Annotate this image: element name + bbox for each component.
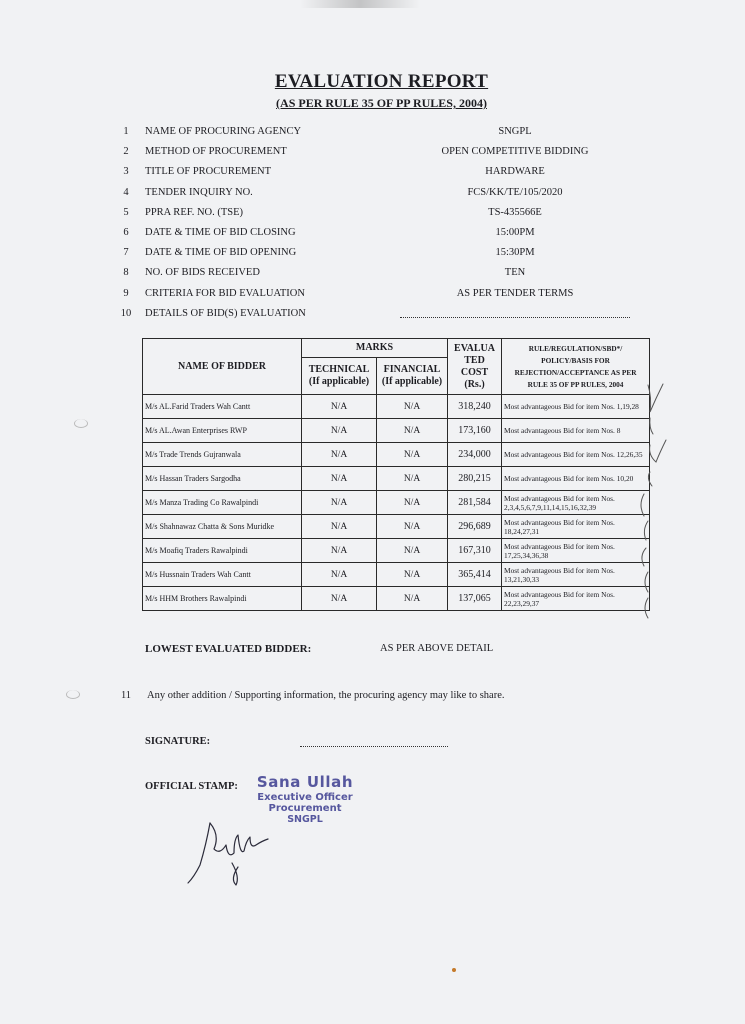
- header-technical: [302, 358, 377, 395]
- checkmark-icon: [644, 521, 648, 540]
- official-stamp-label: OFFICIAL STAMP:: [145, 781, 238, 792]
- rule-basis: Most advantageous Bid for item Nos. 18,24,27,31: [502, 515, 650, 539]
- header-evaluated-cost: [448, 339, 502, 395]
- header-rule-line: RULE 35 OF PP RULES, 2004: [527, 379, 624, 389]
- bid-evaluation-table: [142, 338, 650, 611]
- info-number: 8: [123, 267, 129, 279]
- report-title: EVALUATION REPORT: [274, 71, 489, 92]
- info-value: TS-435566E: [488, 206, 542, 218]
- rule-basis: Most advantageous Bid for item Nos. 8: [502, 419, 650, 443]
- rule-basis: Most advantageous Bid for item Nos. 17,25,34,36,38: [502, 539, 650, 563]
- table-row: [143, 587, 650, 611]
- table-row: [143, 395, 650, 419]
- info-label: PPRA REF. NO. (TSE): [145, 206, 244, 218]
- info-label: NAME OF PROCURING AGENCY: [145, 126, 302, 137]
- financial-marks: N/A: [377, 395, 448, 419]
- header-cost-line: (Rs.): [464, 378, 485, 390]
- info-label: TENDER INQUIRY NO.: [145, 186, 253, 198]
- report-subtitle: (AS PER RULE 35 OF PP RULES, 2004): [276, 96, 487, 110]
- info-label: DETAILS OF BID(S) EVALUATION: [145, 307, 306, 319]
- info-number: 9: [123, 287, 129, 299]
- info-label: DATE & TIME OF BID OPENING: [145, 247, 297, 259]
- rule-basis: Most advantageous Bid for item Nos. 1,19,28: [502, 395, 650, 419]
- lowest-bidder-label: LOWEST EVALUATED BIDDER:: [145, 643, 312, 655]
- table-row: [143, 563, 650, 587]
- info-value: OPEN COMPETITIVE BIDDING: [441, 146, 589, 158]
- info-value-dotted-line: [400, 308, 630, 318]
- info-number: 2: [123, 146, 129, 158]
- checkmark-icon: [645, 572, 648, 592]
- table-row: [143, 443, 650, 467]
- rule-basis: Most advantageous Bid for item Nos. 2,3,4,5,6,7,9,11,14,15,16,32,39: [502, 491, 650, 515]
- info-value: TEN: [504, 267, 526, 279]
- technical-marks: N/A: [302, 443, 377, 467]
- financial-marks: N/A: [377, 419, 448, 443]
- scan-speck: [74, 419, 88, 428]
- evaluated-cost: 173,160: [448, 419, 502, 443]
- info-number: 4: [123, 186, 129, 198]
- header-rule-line: RULE/REGULATION/SBD*/: [528, 343, 623, 353]
- bidder-name: M/s AL.Farid Traders Wah Cantt: [143, 395, 302, 419]
- info-value: 15:30PM: [495, 247, 535, 259]
- evaluated-cost: 281,584: [448, 491, 502, 515]
- info-value: SNGPL: [498, 126, 532, 137]
- evaluated-cost: 234,000: [448, 443, 502, 467]
- financial-marks: N/A: [377, 587, 448, 611]
- item-11-text: Any other addition / Supporting information, the procuring agency may like to share.: [147, 690, 505, 701]
- header-marks: MARKS: [302, 339, 448, 358]
- financial-marks: N/A: [377, 491, 448, 515]
- signature-label: SIGNATURE:: [145, 736, 211, 747]
- checkmark-icon: [650, 440, 666, 462]
- table-row: [143, 539, 650, 563]
- info-number: 7: [123, 247, 129, 259]
- rule-basis: Most advantageous Bid for item Nos. 12,26,35: [502, 443, 650, 467]
- handwritten-signature: [180, 815, 290, 890]
- info-value: AS PER TENDER TERMS: [456, 287, 574, 299]
- bidder-name: M/s Shahnawaz Chatta & Sons Muridke: [143, 515, 302, 539]
- financial-marks: N/A: [377, 515, 448, 539]
- financial-marks: N/A: [377, 443, 448, 467]
- info-value: 15:00PM: [495, 226, 535, 238]
- header-bidder-name: NAME OF BIDDER: [143, 339, 302, 395]
- checkmark-icon: [642, 548, 646, 566]
- bidder-name: M/s Trade Trends Gujranwala: [143, 443, 302, 467]
- evaluated-cost: 137,065: [448, 587, 502, 611]
- info-label: DATE & TIME OF BID CLOSING: [145, 226, 296, 238]
- technical-marks: N/A: [302, 587, 377, 611]
- info-number: 6: [123, 226, 129, 238]
- checkmark-icon: [645, 598, 648, 618]
- technical-marks: N/A: [302, 539, 377, 563]
- table-row: [143, 419, 650, 443]
- technical-marks: N/A: [302, 563, 377, 587]
- stamp-title: Executive Officer Procurement: [257, 792, 353, 814]
- info-label: METHOD OF PROCUREMENT: [145, 146, 287, 158]
- bidder-name: M/s Hussnain Traders Wah Cantt: [143, 563, 302, 587]
- header-cost-line: COST: [460, 366, 489, 378]
- item-11-number: 11: [120, 690, 132, 701]
- header-rule-line: POLICY/BASIS FOR: [541, 355, 610, 365]
- scan-speck: [452, 968, 456, 972]
- evaluated-cost: 296,689: [448, 515, 502, 539]
- info-number: 5: [123, 206, 129, 218]
- info-number: 10: [120, 307, 132, 319]
- header-financial-label: FINANCIAL: [383, 364, 441, 375]
- info-value: FCS/KK/TE/105/2020: [467, 186, 563, 198]
- financial-marks: N/A: [377, 563, 448, 587]
- info-label: TITLE OF PROCUREMENT: [145, 166, 271, 178]
- table-row: [143, 467, 650, 491]
- bidder-name: M/s Hassan Traders Sargodha: [143, 467, 302, 491]
- evaluated-cost: 167,310: [448, 539, 502, 563]
- header-cost-line: TED: [464, 354, 485, 366]
- stamp-org: SNGPL: [287, 814, 323, 825]
- header-financial-sub: (If applicable): [381, 376, 443, 387]
- checkmark-icon: [648, 384, 663, 412]
- header-financial: [377, 358, 448, 395]
- technical-marks: N/A: [302, 515, 377, 539]
- info-label: NO. OF BIDS RECEIVED: [145, 267, 260, 279]
- checkmark-icon: [641, 494, 644, 516]
- header-rule-basis: [502, 339, 650, 395]
- signature-line: [300, 736, 448, 747]
- technical-marks: N/A: [302, 395, 377, 419]
- header-rule-line: REJECTION/ACCEPTANCE AS PER: [514, 367, 637, 377]
- table-row: [143, 491, 650, 515]
- scan-speck: [66, 690, 80, 699]
- financial-marks: N/A: [377, 467, 448, 491]
- technical-marks: N/A: [302, 419, 377, 443]
- info-label: CRITERIA FOR BID EVALUATION: [145, 287, 305, 299]
- info-number: 1: [123, 126, 129, 137]
- rule-basis: Most advantageous Bid for item Nos. 22,23,29,37: [502, 587, 650, 611]
- header-technical-sub: (If applicable): [308, 376, 370, 387]
- scan-artifact: [300, 0, 420, 8]
- checkmark-icon: [648, 472, 652, 486]
- bidder-name: M/s AL.Awan Enterprises RWP: [143, 419, 302, 443]
- bidder-name: M/s Moafiq Traders Rawalpindi: [143, 539, 302, 563]
- table-row: [143, 515, 650, 539]
- bidder-name: M/s Manza Trading Co Rawalpindi: [143, 491, 302, 515]
- info-number: 3: [123, 166, 129, 178]
- checkmark-icon: [650, 418, 653, 434]
- header-cost-line: EVALUA: [454, 342, 495, 354]
- evaluated-cost: 280,215: [448, 467, 502, 491]
- info-value: HARDWARE: [485, 166, 545, 178]
- evaluated-cost: 318,240: [448, 395, 502, 419]
- technical-marks: N/A: [302, 467, 377, 491]
- technical-marks: N/A: [302, 491, 377, 515]
- evaluated-cost: 365,414: [448, 563, 502, 587]
- lowest-bidder-value: AS PER ABOVE DETAIL: [380, 643, 494, 654]
- checkmark-column: [630, 0, 670, 640]
- rule-basis: Most advantageous Bid for item Nos. 13,21,30,33: [502, 563, 650, 587]
- financial-marks: N/A: [377, 539, 448, 563]
- bidder-name: M/s HHM Brothers Rawalpindi: [143, 587, 302, 611]
- rule-basis: Most advantageous Bid for item Nos. 10,20: [502, 467, 650, 491]
- header-technical-label: TECHNICAL: [308, 364, 370, 375]
- stamp-name: Sana Ullah: [256, 773, 354, 791]
